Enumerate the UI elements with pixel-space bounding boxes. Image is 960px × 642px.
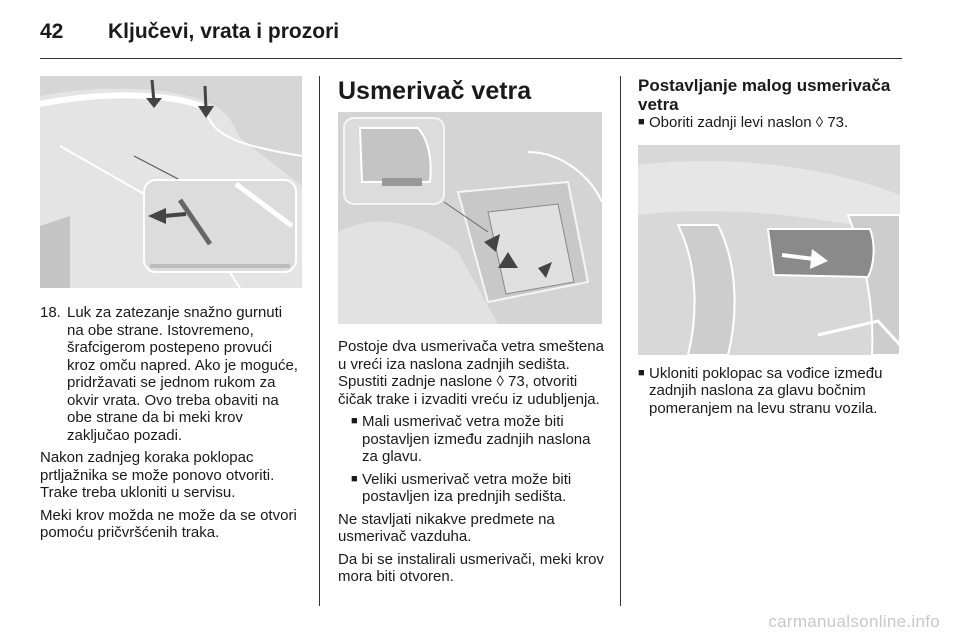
bullet-icon: ■ (638, 366, 645, 379)
bullet-icon: ■ (351, 415, 358, 427)
illustration-headrest-cover (638, 145, 900, 355)
bullet-icon: ■ (638, 116, 645, 128)
column-divider (319, 76, 320, 606)
section-heading: Postavljanje malog usmerivača vetra (638, 76, 891, 114)
illustration-roof-tension-bow (40, 76, 302, 288)
header-rule (40, 58, 902, 59)
step-18 (40, 304, 302, 444)
bullet-icon: ■ (351, 472, 358, 485)
list-item (638, 365, 902, 418)
page-header (40, 20, 339, 44)
column-right (638, 76, 902, 422)
list-item (638, 114, 902, 132)
paragraph: Nakon zadnjeg koraka poklopac prtljažnika se može ponovo otvoriti. Trake treba ukloniti u servisu. (40, 449, 275, 501)
column-middle (338, 76, 604, 591)
section-heading: Usmerivač vetra (338, 77, 532, 105)
paragraph: Meki krov možda ne može da se otvori pomoću pričvršćenih traka. (40, 506, 297, 541)
illustration-wind-deflector-bag (338, 112, 602, 324)
paragraph: Da bi se instalirali usmerivači, meki krov mora biti otvoren. (338, 550, 604, 585)
step-text: Luk za zatezanje snažno gurnuti na obe strane. Istovremeno, šrafcigerom postepeno provući kroz omču napred. Ako je moguće, pridržavati se jednom rukom za okvir vrata. Ovo treba obaviti na obe strane da bi meki krov zaključao pozadi. (67, 304, 298, 444)
list-item-text: Veliki usmerivač vetra može biti postavljen iza prednjih sedišta. (362, 470, 572, 505)
chapter-title: Ključevi, vrata i prozori (108, 20, 340, 43)
paragraph: Postoje dva usmerivača vetra smeštena u vreći iza naslona zadnjih sedišta. Spustiti zadnje naslone ◊ 73, otvoriti čičak trake i izvaditi vreću iz udubljenja. (338, 338, 604, 408)
column-divider (620, 76, 621, 606)
list-item (351, 471, 604, 506)
watermark: carmanualsonline.info (768, 612, 940, 631)
step-number: 18. (40, 304, 61, 321)
list-item-text: Ukloniti poklopac sa vođice između zadnjih naslona za glavu bočnim pomeranjem na levu stranu vozila. (649, 364, 883, 417)
page-number: 42 (40, 20, 64, 43)
column-left (40, 76, 302, 547)
list-item-text: Mali usmerivač vetra može biti postavljen između zadnjih naslona za glavu. (362, 413, 591, 465)
list-item (351, 413, 604, 466)
paragraph: Ne stavljati nikakve predmete na usmerivač vazduha. (338, 510, 555, 545)
list-item-text: Oboriti zadnji levi naslon ◊ 73. (649, 114, 849, 131)
